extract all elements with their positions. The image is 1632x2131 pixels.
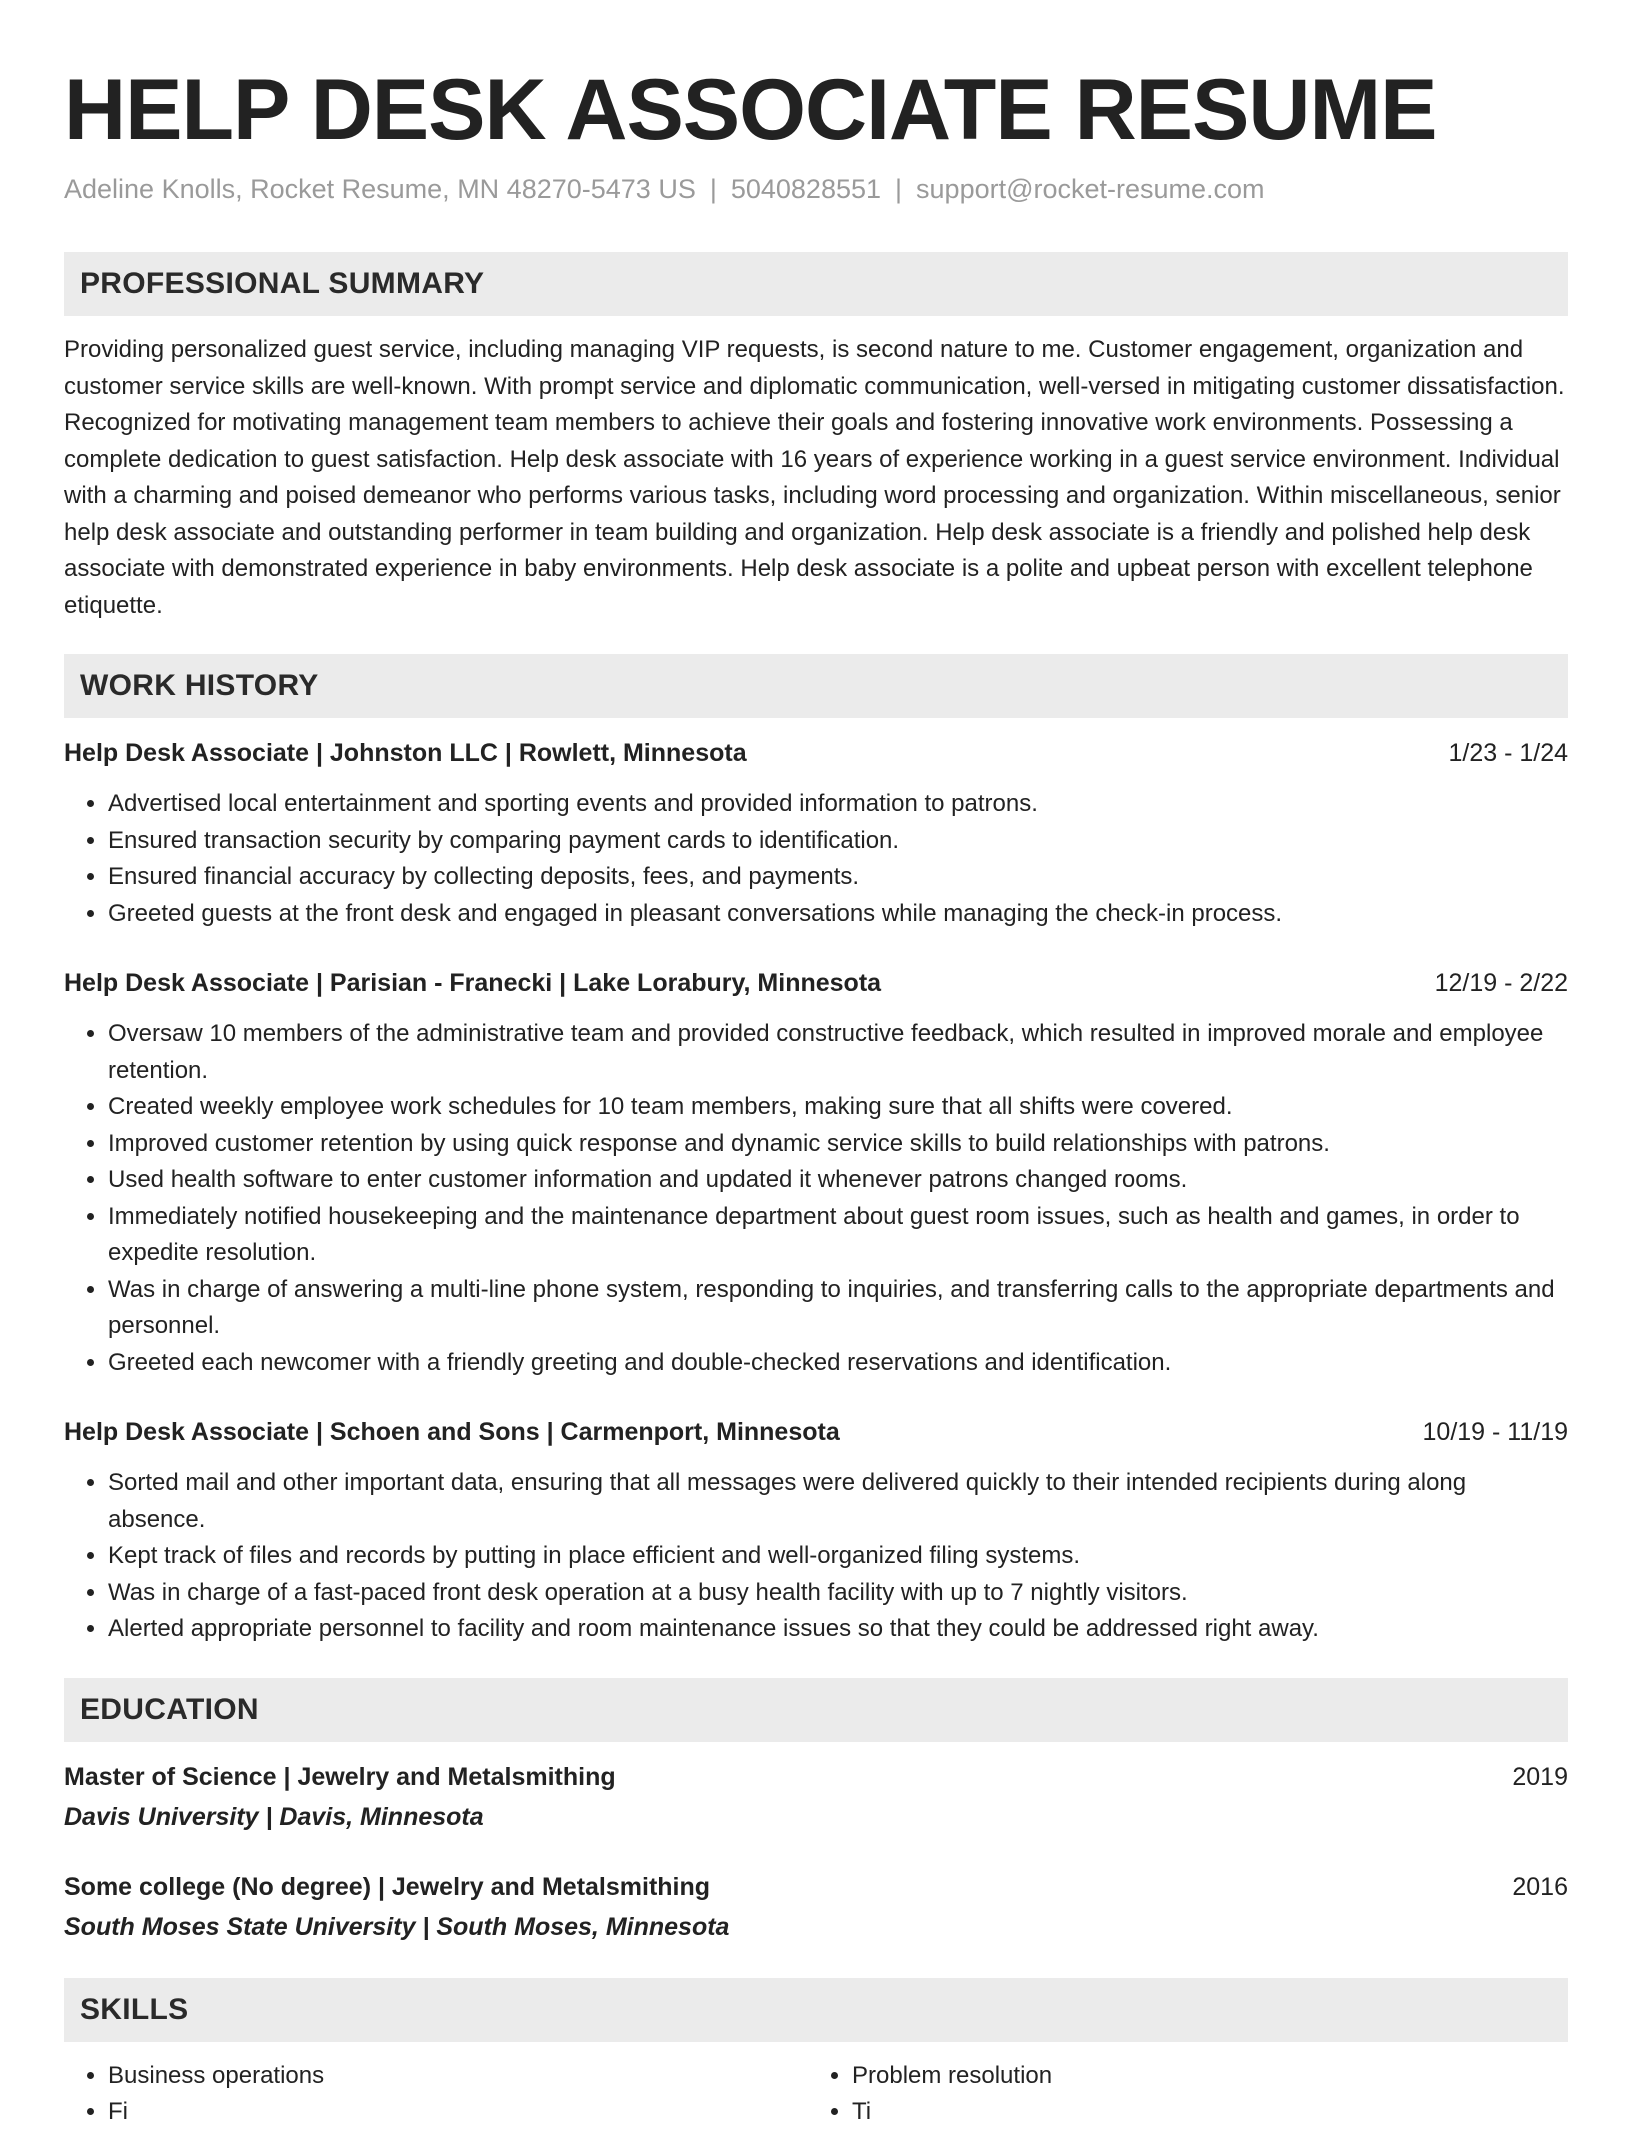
job-bullet: • Greeted guests at the front desk and engaged in pleasant conversations while managing the check-in process. xyxy=(108,896,1568,933)
job-title: Help Desk Associate | Parisian - Franecki | Lake Lorabury, Minnesota xyxy=(64,969,882,997)
job-bullets xyxy=(64,1465,1568,1648)
education-school: South Moses State University | South Moses, Minnesota xyxy=(64,1912,730,1941)
contact-line xyxy=(64,172,1568,206)
section-header-summary: PROFESSIONAL SUMMARY xyxy=(64,252,1568,316)
contact-phone: 5040828551 xyxy=(730,174,882,204)
contact-email: support@rocket-resume.com xyxy=(916,174,1265,204)
skills-columns xyxy=(64,2058,1568,2131)
job-bullet: • Ensured transaction security by comparing payment cards to identification. xyxy=(108,823,1568,860)
job-bullets xyxy=(64,1016,1568,1381)
skills-list-left xyxy=(64,2058,808,2131)
job-bullet: • Oversaw 10 members of the administrative team and provided constructive feedback, which resulted in improved morale and employee retention. xyxy=(108,1016,1568,1089)
education-header xyxy=(64,1870,1568,1904)
job-bullet: • Kept track of files and records by putting in place efficient and well-organized filing systems. xyxy=(108,1538,1568,1575)
education-year: 2019 xyxy=(1512,1762,1568,1791)
job-dates: 12/19 - 2/22 xyxy=(1434,969,1568,997)
education-header xyxy=(64,1760,1568,1794)
education-degree: Some college (No degree) | Jewelry and Metalsmithing xyxy=(64,1872,711,1901)
job-header xyxy=(64,736,1568,770)
summary-text: Providing personalized guest service, including managing VIP requests, is second nature to me. Customer engagement, organization and customer service skills are well-known. With prompt service and diplomatic communication, well-versed in mitigating customer dissatisfaction. Recognized for motivating management team members to achieve their goals and fostering innovative work environments. Possessing a complete dedication to guest satisfaction. Help desk associate with 16 years of experience working in a guest service environment. Individual with a charming and poised demeanor who performs various tasks, including word processing and organization. Within miscellaneous, senior help desk associate and outstanding performer in team building and organization. Help desk associate is a friendly and polished help desk associate with demonstrated experience in baby environments. Help desk associate is a polite and upbeat person with excellent telephone etiquette. xyxy=(64,336,1565,619)
job-bullet: • Used health software to enter customer information and updated it whenever patrons changed rooms. xyxy=(108,1162,1568,1199)
contact-separator: | xyxy=(895,174,903,204)
skill-item: • Ti xyxy=(852,2094,1552,2131)
job-dates: 10/19 - 11/19 xyxy=(1422,1418,1568,1446)
job-bullets xyxy=(64,786,1568,932)
job-title: Help Desk Associate | Schoen and Sons | Carmenport, Minnesota xyxy=(64,1418,840,1446)
job-bullet: • Created weekly employee work schedules for 10 team members, making sure that all shifts were covered. xyxy=(108,1089,1568,1126)
job-bullet: • Was in charge of a fast-paced front desk operation at a busy health facility with up to 7 nightly visitors. xyxy=(108,1575,1568,1612)
section-header-education: EDUCATION xyxy=(64,1678,1568,1742)
job-entry xyxy=(64,736,1568,932)
job-header xyxy=(64,1415,1568,1449)
skill-item: • Problem resolution xyxy=(852,2058,1552,2095)
job-bullet: • Improved customer retention by using quick response and dynamic service skills to build relationships with patrons. xyxy=(108,1126,1568,1163)
education-year: 2016 xyxy=(1512,1872,1568,1901)
job-bullet: • Immediately notified housekeeping and the maintenance department about guest room issues, such as health and games, in order to expedite resolution. xyxy=(108,1199,1568,1272)
job-bullet: • Greeted each newcomer with a friendly greeting and double-checked reservations and identification. xyxy=(108,1345,1568,1382)
job-bullet: • Alerted appropriate personnel to facility and room maintenance issues so that they could be addressed right away. xyxy=(108,1611,1568,1648)
contact-address: Adeline Knolls, Rocket Resume, MN 48270-5473 US xyxy=(64,174,696,204)
skill-item: • Business operations xyxy=(108,2058,808,2095)
skills-list-right xyxy=(808,2058,1552,2131)
job-entry xyxy=(64,1415,1568,1648)
education-entry xyxy=(64,1760,1568,1834)
skill-item: • Fi xyxy=(108,2094,808,2131)
education-entry xyxy=(64,1870,1568,1944)
job-title: Help Desk Associate | Johnston LLC | Rowlett, Minnesota xyxy=(64,739,747,767)
job-bullet: • Ensured financial accuracy by collecting deposits, fees, and payments. xyxy=(108,859,1568,896)
section-header-work: WORK HISTORY xyxy=(64,654,1568,718)
job-header xyxy=(64,966,1568,1000)
section-header-skills: SKILLS xyxy=(64,1978,1568,2042)
contact-separator: | xyxy=(709,174,717,204)
resume-title: HELP DESK ASSOCIATE RESUME xyxy=(64,62,1437,158)
job-dates: 1/23 - 1/24 xyxy=(1448,739,1568,767)
job-entry xyxy=(64,966,1568,1381)
job-bullet: • Sorted mail and other important data, ensuring that all messages were delivered quickly to their intended recipients during along absence. xyxy=(108,1465,1568,1538)
resume-page xyxy=(64,0,1568,2131)
education-degree: Master of Science | Jewelry and Metalsmithing xyxy=(64,1762,616,1791)
job-bullet: • Was in charge of answering a multi-line phone system, responding to inquiries, and transferring calls to the appropriate departments and personnel. xyxy=(108,1272,1568,1345)
education-school: Davis University | Davis, Minnesota xyxy=(64,1802,484,1831)
job-bullet: • Advertised local entertainment and sporting events and provided information to patrons. xyxy=(108,786,1568,823)
